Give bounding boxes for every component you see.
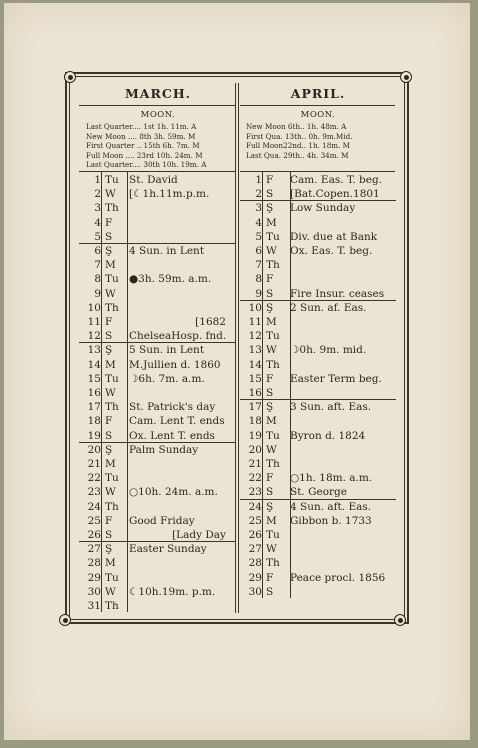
day-note: [Lady Day <box>172 529 226 541</box>
day-row <box>74 400 230 414</box>
day-row <box>74 414 230 428</box>
weekday: W <box>266 443 277 456</box>
weekday: F <box>266 571 274 584</box>
day-row <box>235 258 391 272</box>
weekday: Th <box>266 458 280 470</box>
day-event: Fire Insur. ceases <box>290 287 385 300</box>
march-moon-phases <box>86 122 206 170</box>
day-number: 29 <box>87 571 101 584</box>
day-event: ChelseaHosp. fnd. <box>129 330 227 343</box>
day-number: 23 <box>87 486 101 499</box>
weekday: S <box>105 230 113 243</box>
weekday: Ş <box>105 443 113 456</box>
day-number: 23 <box>248 486 262 499</box>
day-event: Easter Term beg. <box>290 372 382 385</box>
day-event: Gibbon b. 1733 <box>290 514 372 527</box>
weekday: Ş <box>266 500 274 513</box>
weekday: Th <box>105 500 119 513</box>
weekday: M <box>105 557 116 570</box>
day-number: 25 <box>248 514 262 527</box>
april-title: APRIL. <box>290 86 346 101</box>
day-event: Cam. Lent T. ends <box>129 415 225 428</box>
day-number: 19 <box>248 429 262 442</box>
day-row <box>74 542 230 556</box>
day-number: 20 <box>248 443 262 456</box>
day-number: 26 <box>248 529 262 541</box>
day-number: 9 <box>94 287 101 300</box>
header-rule-march <box>79 105 235 106</box>
day-row <box>235 457 391 471</box>
day-event: 2 Sun. af. Eas. <box>290 301 367 314</box>
moon-phase: Full Moon .... 23rd 10h. 24m. M <box>86 150 203 160</box>
day-row <box>235 514 391 528</box>
weekday: Th <box>266 358 280 371</box>
week-rule <box>240 200 396 201</box>
week-rule <box>79 243 235 244</box>
day-row <box>74 528 230 542</box>
day-number: 18 <box>248 415 262 428</box>
week-rule <box>79 541 235 542</box>
day-number: 31 <box>87 600 101 612</box>
day-row <box>235 585 391 599</box>
day-row <box>235 315 391 329</box>
day-number: 13 <box>248 344 262 357</box>
weekday: Ş <box>105 543 113 556</box>
weekday: Th <box>105 401 119 414</box>
day-row <box>235 358 391 372</box>
weekday: Ş <box>266 202 274 215</box>
moon-phase: New Moon 6th.. 1h. 48m. A <box>246 122 347 131</box>
week-rule <box>240 499 396 500</box>
day-number: 21 <box>87 458 101 470</box>
day-number: 26 <box>87 529 101 541</box>
day-event: ☾10h.19m. p.m. <box>129 585 216 598</box>
day-row <box>235 173 391 187</box>
weekday: Th <box>266 557 280 570</box>
march-moon-heading: MOON. <box>140 110 176 120</box>
day-row <box>235 542 391 556</box>
weekday: W <box>105 188 116 201</box>
day-event: 4 Sun. in Lent <box>129 245 205 257</box>
day-number: 3 <box>94 202 101 215</box>
weekday: Tu <box>266 230 280 243</box>
weekday: Th <box>105 301 119 314</box>
day-number: 21 <box>248 458 262 470</box>
weekday: Tu <box>105 372 119 385</box>
moon-phase: New Moon .... 8th 3h. 59m. M <box>86 131 196 141</box>
day-event: St. David <box>129 174 178 186</box>
day-note: [1682 <box>195 316 226 328</box>
day-event: St. George <box>290 486 347 499</box>
day-number: 20 <box>87 443 101 456</box>
day-event: ●3h. 59m. a.m. <box>129 273 212 286</box>
table-top-rule-march <box>79 171 235 172</box>
week-rule <box>240 300 396 301</box>
day-row <box>74 443 230 457</box>
day-row <box>74 301 230 315</box>
day-number: 10 <box>248 301 262 314</box>
day-row <box>235 556 391 570</box>
day-number: 24 <box>87 500 101 513</box>
day-number: 22 <box>87 472 101 485</box>
day-row <box>74 599 230 613</box>
day-event: St. Patrick's day <box>129 401 216 414</box>
weekday: S <box>266 188 274 201</box>
day-number: 6 <box>255 245 262 257</box>
day-number: 28 <box>248 557 262 570</box>
weekday: M <box>266 216 277 229</box>
day-number: 15 <box>87 372 101 385</box>
day-number: 29 <box>248 571 262 584</box>
day-row <box>74 358 230 372</box>
day-row <box>235 201 391 215</box>
week-rule <box>240 399 396 400</box>
day-row <box>235 230 391 244</box>
moon-phase: Full Moon22nd.. 1h. 18m. M <box>246 141 351 151</box>
weekday: Ş <box>105 344 113 357</box>
day-number: 28 <box>87 557 101 570</box>
day-row <box>74 258 230 272</box>
day-row <box>74 244 230 258</box>
weekday: Ş <box>105 245 113 257</box>
weekday: Tu <box>105 174 119 186</box>
day-number: 17 <box>248 401 262 414</box>
weekday: Tu <box>105 472 119 485</box>
day-row <box>74 585 230 599</box>
weekday: S <box>266 287 274 300</box>
day-event: Easter Sunday <box>129 543 207 556</box>
day-row <box>74 201 230 215</box>
day-row <box>235 386 391 400</box>
day-number: 12 <box>248 330 262 343</box>
weekday: M <box>105 259 116 272</box>
day-event: ☽0h. 9m. mid. <box>290 344 367 357</box>
day-number: 1 <box>255 174 262 186</box>
day-number: 30 <box>248 585 262 598</box>
day-row <box>74 315 230 329</box>
day-row <box>74 329 230 343</box>
day-event: Ox. Lent T. ends <box>129 429 215 442</box>
day-number: 18 <box>87 415 101 428</box>
day-number: 15 <box>248 372 262 385</box>
weekday: F <box>105 415 113 428</box>
moon-phase: Last Qua. 29th.. 4h. 34m. M <box>246 150 349 160</box>
day-event: Low Sunday <box>290 202 356 215</box>
day-row <box>74 287 230 301</box>
day-row <box>74 457 230 471</box>
day-event: ○1h. 18m. a.m. <box>290 472 373 485</box>
day-row <box>235 287 391 301</box>
day-row <box>235 301 391 315</box>
weekday: S <box>266 585 274 598</box>
weekday: Ş <box>266 401 274 414</box>
april-moon-heading: MOON. <box>300 110 336 120</box>
day-number: 5 <box>94 230 101 243</box>
weekday: W <box>105 387 116 399</box>
day-row <box>235 216 391 230</box>
day-number: 8 <box>255 273 262 286</box>
day-number: 14 <box>87 358 101 371</box>
day-event: 4 Sun. aft. Eas. <box>290 500 372 513</box>
weekday: Tu <box>266 529 280 541</box>
april-moon-phases <box>246 122 352 160</box>
day-row <box>235 244 391 258</box>
weekday: W <box>105 287 116 300</box>
weekday: F <box>105 216 113 229</box>
corner-ornament-top-right <box>400 71 412 83</box>
corner-ornament-bottom-right <box>394 614 406 626</box>
day-event: Div. due at Bank <box>290 230 378 243</box>
day-row <box>74 386 230 400</box>
day-row <box>235 429 391 443</box>
day-event: Cam. Eas. T. beg. <box>290 174 383 186</box>
weekday: F <box>266 372 274 385</box>
day-number: 4 <box>94 216 101 229</box>
day-number: 8 <box>94 273 101 286</box>
day-number: 5 <box>255 230 262 243</box>
day-number: 22 <box>248 472 262 485</box>
day-event: [Bat.Copen.1801 <box>290 188 380 201</box>
day-row <box>235 272 391 286</box>
day-row <box>235 485 391 499</box>
weekday: M <box>105 458 116 470</box>
weekday: M <box>266 316 277 328</box>
day-number: 2 <box>255 188 262 201</box>
weekday: Th <box>105 202 119 215</box>
day-number: 16 <box>87 387 101 399</box>
day-row <box>74 272 230 286</box>
moon-phase: First Qua. 13th.. 0h. 9m.Mid. <box>246 131 353 141</box>
day-number: 1 <box>94 174 101 186</box>
weekday: S <box>266 387 274 399</box>
day-row <box>74 500 230 514</box>
day-event: 5 Sun. in Lent <box>129 344 205 357</box>
weekday: W <box>266 344 277 357</box>
day-row <box>235 329 391 343</box>
weekday: Ş <box>266 301 274 314</box>
day-number: 10 <box>87 301 101 314</box>
day-row <box>235 471 391 485</box>
day-number: 13 <box>87 344 101 357</box>
weekday: Tu <box>105 273 119 286</box>
day-row <box>74 485 230 499</box>
day-event: ○10h. 24m. a.m. <box>129 486 218 499</box>
day-row <box>235 372 391 386</box>
moon-phase: Last Quarter.... 1st 1h. 11m. A <box>86 122 197 131</box>
weekday: Th <box>266 259 280 272</box>
day-number: 7 <box>94 259 101 272</box>
day-row <box>235 500 391 514</box>
weekday: W <box>266 543 277 556</box>
weekday: W <box>105 585 116 598</box>
day-event: Peace procl. 1856 <box>290 571 386 584</box>
day-row <box>74 343 230 357</box>
weekday: F <box>266 174 274 186</box>
corner-ornament-top-left <box>64 71 76 83</box>
day-number: 9 <box>255 287 262 300</box>
weekday: M <box>266 415 277 428</box>
march-title: MARCH. <box>124 86 192 101</box>
day-number: 24 <box>248 500 262 513</box>
weekday: M <box>105 358 116 371</box>
day-number: 11 <box>248 316 262 328</box>
day-number: 27 <box>87 543 101 556</box>
day-number: 3 <box>255 202 262 215</box>
weekday: F <box>266 273 274 286</box>
day-row <box>74 429 230 443</box>
day-event: Byron d. 1824 <box>290 429 366 442</box>
day-row <box>235 571 391 585</box>
day-number: 11 <box>87 316 101 328</box>
table-top-rule-april <box>240 171 395 172</box>
day-number: 17 <box>87 401 101 414</box>
moon-phase: First Quarter .. 15th 6h. 7m. M <box>86 141 200 151</box>
corner-ornament-bottom-left <box>59 614 71 626</box>
weekday: W <box>105 486 116 499</box>
day-row <box>74 187 230 201</box>
weekday: M <box>266 514 277 527</box>
day-row <box>235 443 391 457</box>
day-event: Ox. Eas. T. beg. <box>290 245 373 257</box>
day-event: Palm Sunday <box>129 443 199 456</box>
day-event: Good Friday <box>129 514 195 527</box>
header-rule-april <box>240 105 395 106</box>
day-row <box>74 471 230 485</box>
day-number: 14 <box>248 358 262 371</box>
day-row <box>74 571 230 585</box>
day-row <box>74 216 230 230</box>
day-row <box>74 173 230 187</box>
day-number: 27 <box>248 543 262 556</box>
day-number: 25 <box>87 514 101 527</box>
week-rule <box>79 342 235 343</box>
day-row <box>235 343 391 357</box>
weekday: Tu <box>266 330 280 343</box>
weekday: F <box>266 472 274 485</box>
weekday: Th <box>105 600 119 612</box>
day-row <box>235 400 391 414</box>
weekday: Tu <box>105 571 119 584</box>
day-row <box>235 414 391 428</box>
day-event: 3 Sun. aft. Eas. <box>290 401 372 414</box>
weekday: S <box>105 330 113 343</box>
weekday: Tu <box>266 429 280 442</box>
day-row <box>74 556 230 570</box>
weekday: S <box>266 486 274 499</box>
moon-phase: Last Quarter.... 30th 10h. 19m. A <box>86 160 207 170</box>
day-number: 7 <box>255 259 262 272</box>
weekday: F <box>105 316 113 328</box>
weekday: F <box>105 514 113 527</box>
day-event: [☾1h.11m.p.m. <box>129 188 210 201</box>
day-number: 2 <box>94 188 101 201</box>
day-row <box>74 372 230 386</box>
day-number: 16 <box>248 387 262 399</box>
day-event: ☽6h. 7m. a.m. <box>129 372 205 385</box>
day-row <box>235 528 391 542</box>
day-number: 4 <box>255 216 262 229</box>
day-row <box>74 230 230 244</box>
day-number: 30 <box>87 585 101 598</box>
day-row <box>235 187 391 201</box>
weekday: S <box>105 429 113 442</box>
weekday: W <box>266 245 277 257</box>
day-number: 6 <box>94 245 101 257</box>
day-number: 19 <box>87 429 101 442</box>
weekday: S <box>105 529 113 541</box>
week-rule <box>79 442 235 443</box>
day-row <box>74 514 230 528</box>
day-number: 12 <box>87 330 101 343</box>
day-event: M.Jullien d. 1860 <box>129 358 221 371</box>
